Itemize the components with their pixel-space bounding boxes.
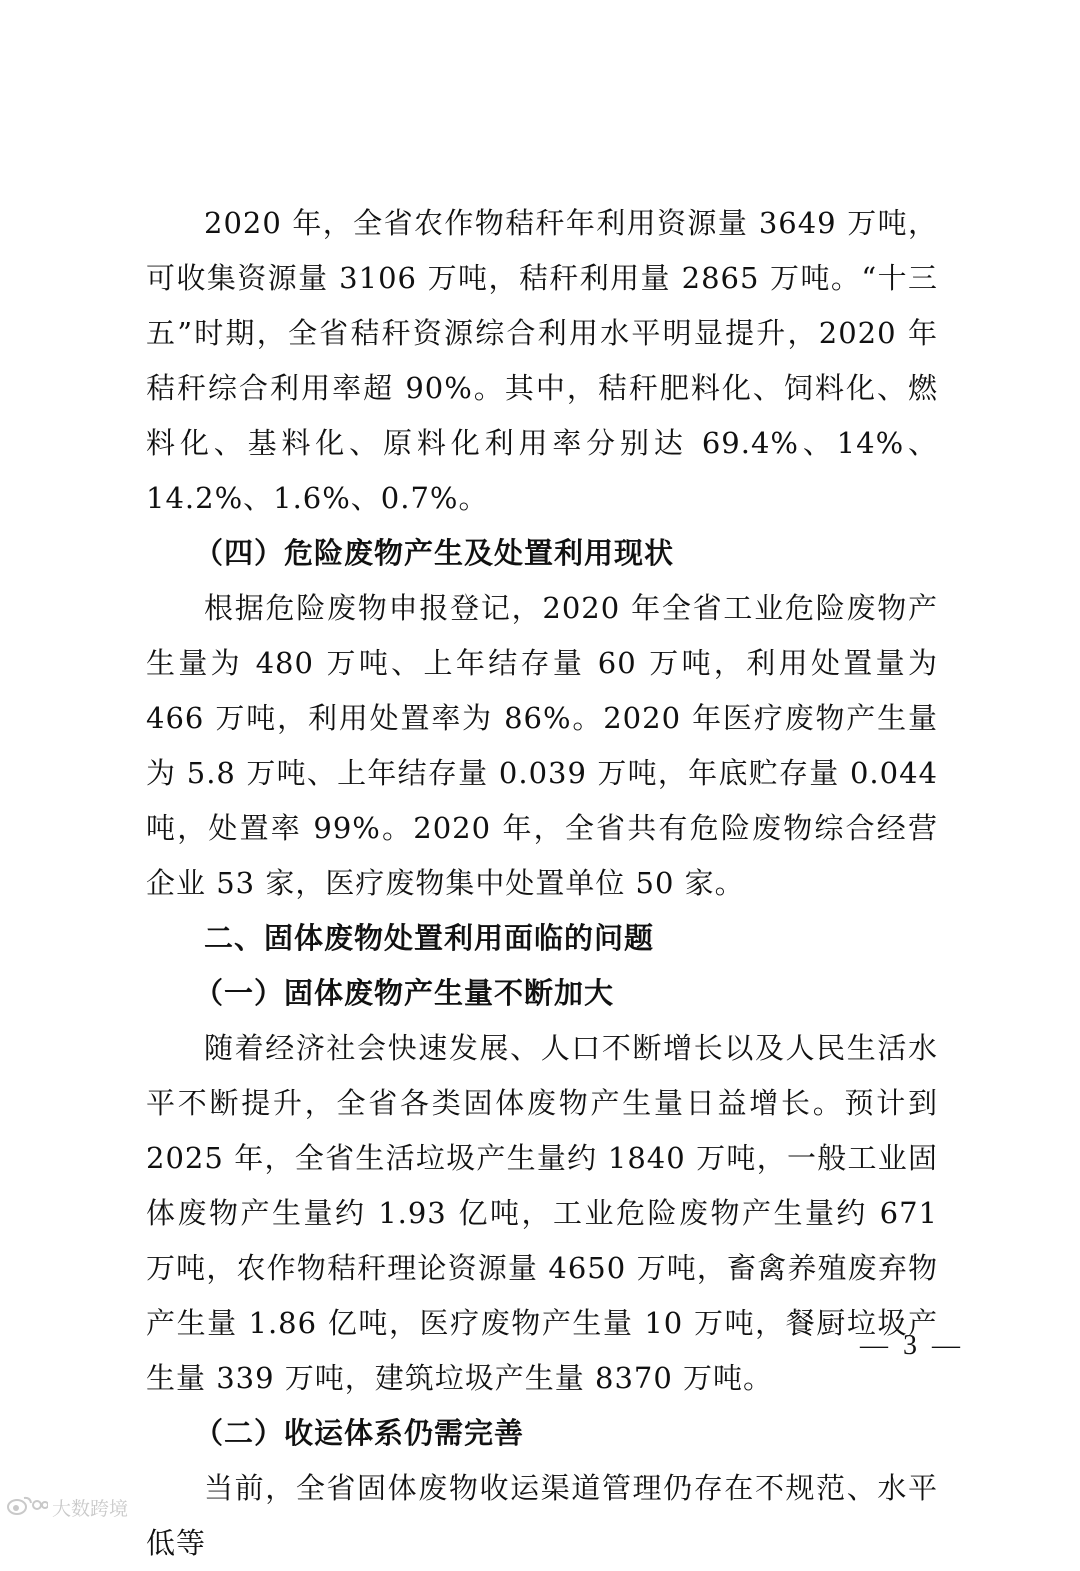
weibo-logo-icon [6, 1494, 48, 1521]
paragraph-hazardous-waste: 根据危险废物申报登记，2020 年全省工业危险废物产生量为 480 万吨、上年结存量 60 万吨，利用处置量为 466 万吨，利用处置率为 86%。2020 年医疗废物产生量为 5.8 万吨、上年结存量 0.039 万吨，年底贮存量 0.044 吨，处置率 99%。2020 年，全省共有危险废物综合经营企业 53 家，医疗废物集中处置单位 50 家。 [146, 591, 938, 900]
page-number: — 3 — [860, 1330, 964, 1361]
watermark [6, 1494, 128, 1521]
chapter-heading-problems: 二、固体废物处置利用面临的问题 [204, 921, 655, 955]
section-heading-collection-system: （二）收运体系仍需完善 [194, 1416, 525, 1450]
paragraph-straw-utilization: 2020 年，全省农作物秸秆年利用资源量 3649 万吨，可收集资源量 3106 万吨，秸秆利用量 2865 万吨。“十三五”时期，全省秸秆资源综合利用水平明显提升，2020 年秸秆综合利用率超 90%。其中，秸秆肥料化、饲料化、燃料化、基料化、原料化利用率分别达 69.4%、14%、14.2%、1.6%、0.7%。 [146, 206, 938, 515]
section-heading-hazardous-waste: （四）危险废物产生及处置利用现状 [194, 536, 675, 570]
paragraph-waste-increase: 随着经济社会快速发展、人口不断增长以及人民生活水平不断提升，全省各类固体废物产生量日益增长。预计到 2025 年，全省生活垃圾产生量约 1840 万吨，一般工业固体废物产生量约 1.93 亿吨，工业危险废物产生量约 671 万吨，农作物秸秆理论资源量 4650 万吨，畜禽养殖废弃物产生量 1.86 亿吨，医疗废物产生量 10 万吨，餐厨垃圾产生量 339 万吨，建筑垃圾产生量 8370 万吨。 [146, 1031, 938, 1395]
document-body [146, 196, 938, 1571]
watermark-text: 大数跨境 [52, 1498, 129, 1520]
section-heading-waste-increase: （一）固体废物产生量不断加大 [194, 976, 615, 1010]
paragraph-collection-system: 当前，全省固体废物收运渠道管理仍存在不规范、水平低等 [146, 1471, 938, 1560]
